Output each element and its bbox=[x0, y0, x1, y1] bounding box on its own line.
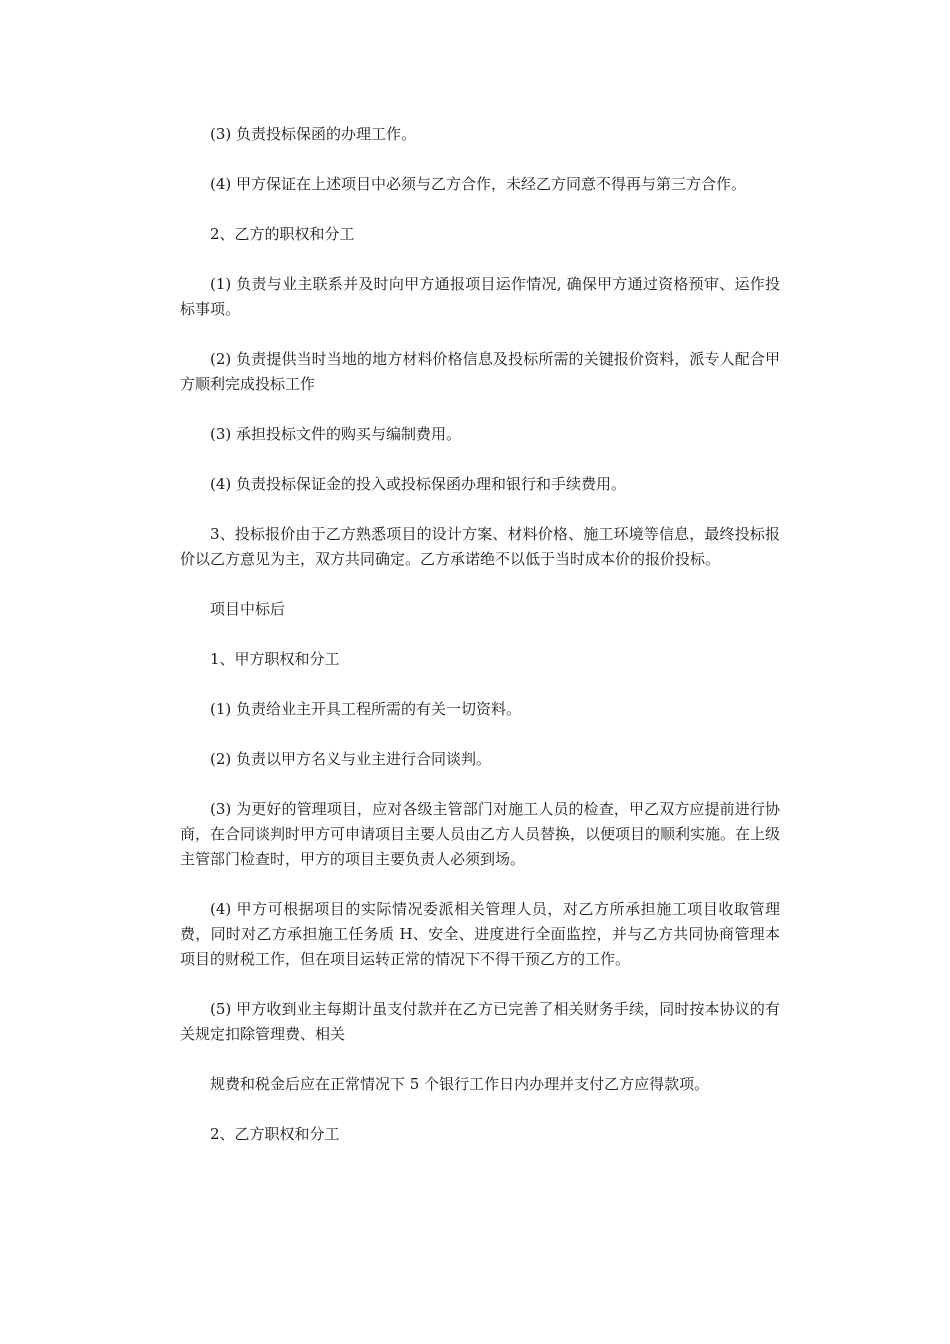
paragraph-contract-negotiation: (2) 负责以甲方名义与业主进行合同谈判。 bbox=[210, 750, 492, 768]
paragraph-inspection-coordination: (3) 为更好的管理项目，应对各级主管部门对施工人员的检查，甲乙双方应提前进行协商，在合同谈判时甲方可申请项目主要人员由乙方人员替换，以便项目的顺利实施。在上级主管部门检查时，甲方的项目主要负责人必须到场。 bbox=[180, 800, 781, 868]
paragraph-bid-doc-cost: (3) 承担投标文件的购买与编制费用。 bbox=[210, 425, 462, 443]
paragraph-exclusive-cooperation: (4) 甲方保证在上述项目中必须与乙方合作，未经乙方同意不得再与第三方合作。 bbox=[210, 175, 747, 193]
heading-party-b-duties: 2、乙方的职权和分工 bbox=[210, 225, 355, 243]
paragraph-bid-guarantee: (3) 负责投标保函的办理工作。 bbox=[210, 125, 417, 143]
document-body bbox=[180, 122, 780, 1172]
heading-party-b-duties-after-award: 2、乙方职权和分工 bbox=[210, 1125, 340, 1143]
paragraph-price-info: (2) 负责提供当时当地的地方材料价格信息及投标所需的关键报价资料，派专人配合甲方顺利完成投标工作 bbox=[180, 350, 780, 393]
heading-after-award: 项目中标后 bbox=[210, 600, 286, 618]
paragraph-project-documents: (1) 负责给业主开具工程所需的有关一切资料。 bbox=[210, 700, 522, 718]
paragraph-bid-pricing: 3、投标报价由于乙方熟悉项目的设计方案、材料价格、施工环境等信息，最终投标报价以乙方意见为主，双方共同确定。乙方承诺绝不以低于当时成本价的报价投标。 bbox=[180, 525, 780, 568]
paragraph-payment-part2: 规费和税金后应在正常情况下 5 个银行工作日内办理并支付乙方应得款项。 bbox=[210, 1075, 710, 1093]
paragraph-owner-liaison: (1) 负责与业主联系并及时向甲方通报项目运作情况, 确保甲方通过资格预审、运作投标事项。 bbox=[180, 275, 780, 318]
heading-party-a-duties: 1、甲方职权和分工 bbox=[210, 650, 340, 668]
paragraph-bid-deposit: (4) 负责投标保证金的投入或投标保函办理和银行和手续费用。 bbox=[210, 475, 627, 493]
paragraph-payment-part1: (5) 甲方收到业主每期计虽支付款并在乙方已完善了相关财务手续，同时按本协议的有关规定扣除管理费、相关 bbox=[180, 1000, 780, 1043]
paragraph-management-supervision: (4) 甲方可根据项目的实际情况委派相关管理人员，对乙方所承担施工项目收取管理费，同时对乙方承担施工任务质 H、安全、进度进行全面监控，并与乙方共同协商管理本项目的财税工作，但在项目运转正常的情况下不得干预乙方的工作。 bbox=[180, 900, 780, 968]
